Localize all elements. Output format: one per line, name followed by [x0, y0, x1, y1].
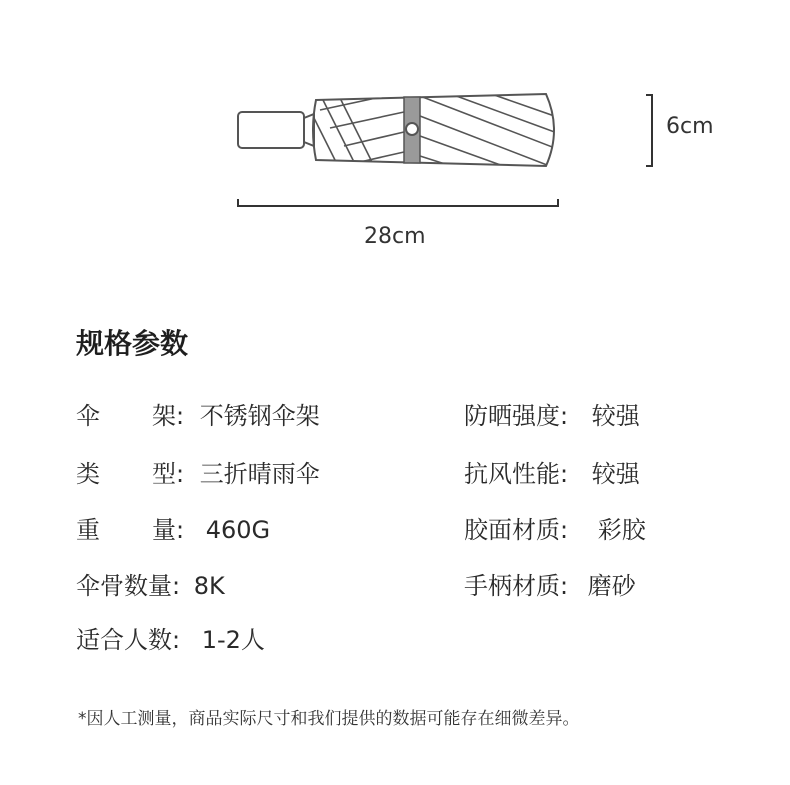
spec-handle-value: 磨砂	[587, 572, 636, 600]
spec-frame-key: 伞	[76, 402, 152, 430]
spec-ribs-key: 伞骨数量:	[76, 572, 181, 600]
spec-coating-value: 彩胶	[597, 516, 646, 544]
spec-weight-key: 重	[76, 516, 152, 544]
spec-type-key: 类	[76, 460, 152, 488]
spec-uv-key: 防晒强度:	[464, 402, 569, 430]
length-dimension-bracket	[238, 199, 558, 206]
spec-uv-value: 较强	[591, 402, 640, 430]
umbrella-strap	[238, 112, 304, 148]
spec-frame-key-end: 架:	[152, 402, 185, 430]
umbrella-illustration	[0, 0, 790, 300]
spec-handle-key: 手柄材质:	[464, 572, 569, 600]
spec-wind	[464, 454, 640, 489]
umbrella-button	[406, 123, 418, 135]
spec-ribs	[76, 566, 225, 601]
measurement-note: *因人工测量，商品实际尺寸和我们提供的数据可能存在细微差异。	[78, 709, 580, 729]
spec-coating-key: 胶面材质:	[464, 516, 569, 544]
spec-coating	[464, 510, 646, 545]
spec-capacity	[76, 620, 265, 655]
spec-capacity-value: 1-2人	[201, 626, 265, 654]
spec-frame	[76, 396, 320, 431]
spec-capacity-key: 适合人数:	[76, 626, 181, 654]
length-dimension-label: 28cm	[364, 224, 426, 249]
spec-uv	[464, 396, 640, 431]
spec-weight-value: 460G	[205, 516, 271, 544]
spec-frame-value: 不锈钢伞架	[199, 402, 320, 430]
spec-weight	[76, 510, 270, 545]
spec-type-value: 三折晴雨伞	[199, 460, 320, 488]
spec-handle	[464, 566, 636, 601]
umbrella-body-outline	[313, 94, 554, 166]
section-title: 规格参数	[76, 327, 189, 360]
height-dimension-label: 6cm	[666, 114, 714, 139]
spec-wind-value: 较强	[591, 460, 640, 488]
spec-type-key-end: 型:	[152, 460, 185, 488]
spec-weight-key-end: 量:	[152, 516, 185, 544]
spec-wind-key: 抗风性能:	[464, 460, 569, 488]
spec-ribs-value: 8K	[193, 572, 225, 600]
height-dimension-bracket	[646, 95, 652, 166]
spec-type	[76, 454, 320, 489]
